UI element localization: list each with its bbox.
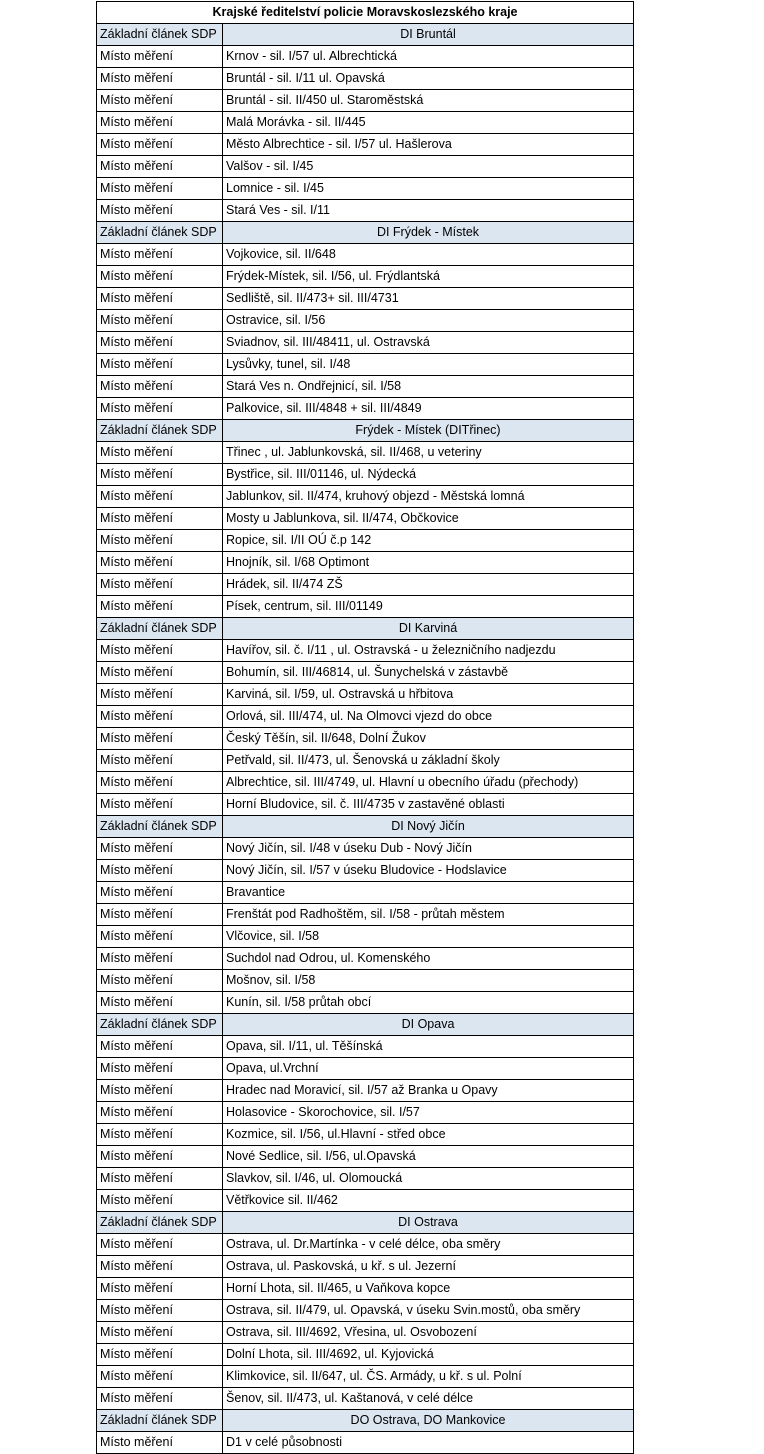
location-cell: Nový Jičín, sil. I/48 v úseku Dub - Nový Jičín: [223, 838, 634, 860]
location-cell: Ostravice, sil. I/56: [223, 310, 634, 332]
row-label: Místo měření: [97, 640, 223, 662]
table-row: [97, 200, 634, 222]
location-cell: Sedliště, sil. II/473+ sil. III/4731: [223, 288, 634, 310]
section-name: Frýdek - Místek (DITřinec): [223, 420, 634, 442]
table-row: [97, 948, 634, 970]
location-cell: Bruntál - sil. I/11 ul. Opavská: [223, 68, 634, 90]
table-row: [97, 1322, 634, 1344]
row-label: Místo měření: [97, 90, 223, 112]
location-cell: Karviná, sil. I/59, ul. Ostravská u hřbitova: [223, 684, 634, 706]
table-body: [97, 2, 634, 1454]
table-row: [97, 794, 634, 816]
row-label: Místo měření: [97, 178, 223, 200]
section-header-label: Základní článek SDP: [97, 24, 223, 46]
row-label: Místo měření: [97, 882, 223, 904]
location-cell: Opava, ul.Vrchní: [223, 1058, 634, 1080]
table-row: [97, 552, 634, 574]
location-cell: Sviadnov, sil. III/48411, ul. Ostravská: [223, 332, 634, 354]
location-cell: Jablunkov, sil. II/474, kruhový objezd - Městská lomná: [223, 486, 634, 508]
location-cell: Ostrava, sil. III/4692, Vřesina, ul. Osvobození: [223, 1322, 634, 1344]
row-label: Místo měření: [97, 1300, 223, 1322]
row-label: Místo měření: [97, 310, 223, 332]
location-cell: Vojkovice, sil. II/648: [223, 244, 634, 266]
row-label: Místo měření: [97, 860, 223, 882]
section-header-row: [97, 1410, 634, 1432]
row-label: Místo měření: [97, 508, 223, 530]
table-row: [97, 244, 634, 266]
table-row: [97, 288, 634, 310]
table-row: [97, 442, 634, 464]
table-row: [97, 486, 634, 508]
row-label: Místo měření: [97, 662, 223, 684]
location-cell: Slavkov, sil. I/46, ul. Olomoucká: [223, 1168, 634, 1190]
row-label: Místo měření: [97, 838, 223, 860]
location-cell: Hnojník, sil. I/68 Optimont: [223, 552, 634, 574]
row-label: Místo měření: [97, 486, 223, 508]
table-row: [97, 156, 634, 178]
table-row: [97, 464, 634, 486]
table-row: [97, 310, 634, 332]
row-label: Místo měření: [97, 904, 223, 926]
table-row: [97, 1146, 634, 1168]
location-cell: Ostrava, ul. Paskovská, u kř. s ul. Jezerní: [223, 1256, 634, 1278]
table-row: [97, 1036, 634, 1058]
section-header-label: Základní článek SDP: [97, 1014, 223, 1036]
location-cell: Horní Lhota, sil. II/465, u Vaňkova kopce: [223, 1278, 634, 1300]
table-row: [97, 662, 634, 684]
table-row: [97, 838, 634, 860]
location-cell: Hrádek, sil. II/474 ZŠ: [223, 574, 634, 596]
section-header-row: [97, 816, 634, 838]
row-label: Místo měření: [97, 596, 223, 618]
row-label: Místo měření: [97, 574, 223, 596]
location-cell: Nové Sedlice, sil. I/56, ul.Opavská: [223, 1146, 634, 1168]
location-cell: Vlčovice, sil. I/58: [223, 926, 634, 948]
row-label: Místo měření: [97, 1102, 223, 1124]
row-label: Místo měření: [97, 970, 223, 992]
section-header-label: Základní článek SDP: [97, 618, 223, 640]
table-row: [97, 970, 634, 992]
table-row: [97, 1300, 634, 1322]
row-label: Místo měření: [97, 1344, 223, 1366]
table-row: [97, 332, 634, 354]
location-cell: Hradec nad Moravicí, sil. I/57 až Branka u Opavy: [223, 1080, 634, 1102]
row-label: Místo měření: [97, 398, 223, 420]
table-row: [97, 706, 634, 728]
section-name: DI Karviná: [223, 618, 634, 640]
table-row: [97, 68, 634, 90]
location-cell: Malá Morávka - sil. II/445: [223, 112, 634, 134]
location-cell: Ostrava, sil. II/479, ul. Opavská, v úseku Svin.mostů, oba směry: [223, 1300, 634, 1322]
location-cell: Stará Ves n. Ondřejnicí, sil. I/58: [223, 376, 634, 398]
table-row: [97, 772, 634, 794]
section-header-row: [97, 420, 634, 442]
location-cell: Havířov, sil. č. I/11 , ul. Ostravská - u železničního nadjezdu: [223, 640, 634, 662]
table-row: [97, 1080, 634, 1102]
table-row: [97, 1058, 634, 1080]
title-row: [97, 2, 634, 24]
section-name: DI Opava: [223, 1014, 634, 1036]
table-row: [97, 1344, 634, 1366]
location-cell: Nový Jičín, sil. I/57 v úseku Bludovice - Hodslavice: [223, 860, 634, 882]
section-header-row: [97, 24, 634, 46]
section-name: DO Ostrava, DO Mankovice: [223, 1410, 634, 1432]
row-label: Místo měření: [97, 464, 223, 486]
location-cell: Větřkovice sil. II/462: [223, 1190, 634, 1212]
location-cell: Mosty u Jablunkova, sil. II/474, Občkovice: [223, 508, 634, 530]
table-row: [97, 1278, 634, 1300]
section-header-row: [97, 618, 634, 640]
section-header-row: [97, 222, 634, 244]
table-row: [97, 926, 634, 948]
row-label: Místo měření: [97, 1146, 223, 1168]
location-cell: Suchdol nad Odrou, ul. Komenského: [223, 948, 634, 970]
location-cell: Bravantice: [223, 882, 634, 904]
location-cell: Horní Bludovice, sil. č. III/4735 v zastavěné oblasti: [223, 794, 634, 816]
row-label: Místo měření: [97, 992, 223, 1014]
table-row: [97, 266, 634, 288]
row-label: Místo měření: [97, 728, 223, 750]
location-cell: Holasovice - Skorochovice, sil. I/57: [223, 1102, 634, 1124]
location-cell: Klimkovice, sil. II/647, ul. ČS. Armády, u kř. s ul. Polní: [223, 1366, 634, 1388]
table-row: [97, 178, 634, 200]
location-cell: Ostrava, ul. Dr.Martínka - v celé délce, oba směry: [223, 1234, 634, 1256]
table-row: [97, 46, 634, 68]
row-label: Místo měření: [97, 266, 223, 288]
row-label: Místo měření: [97, 1080, 223, 1102]
location-cell: Písek, centrum, sil. III/01149: [223, 596, 634, 618]
location-cell: Šenov, sil. II/473, ul. Kaštanová, v celé délce: [223, 1388, 634, 1410]
location-cell: Orlová, sil. III/474, ul. Na Olmovci vjezd do obce: [223, 706, 634, 728]
table-row: [97, 904, 634, 926]
row-label: Místo měření: [97, 794, 223, 816]
location-cell: Třinec , ul. Jablunkovská, sil. II/468, u veteriny: [223, 442, 634, 464]
row-label: Místo měření: [97, 1234, 223, 1256]
location-cell: Dolní Lhota, sil. III/4692, ul. Kyjovická: [223, 1344, 634, 1366]
row-label: Místo měření: [97, 46, 223, 68]
row-label: Místo měření: [97, 200, 223, 222]
table-row: [97, 1168, 634, 1190]
section-header-label: Základní článek SDP: [97, 222, 223, 244]
table-row: [97, 992, 634, 1014]
table-row: [97, 1388, 634, 1410]
section-header-label: Základní článek SDP: [97, 816, 223, 838]
row-label: Místo měření: [97, 1190, 223, 1212]
table-title: Krajské ředitelství policie Moravskoslezského kraje: [97, 2, 634, 24]
row-label: Místo měření: [97, 750, 223, 772]
row-label: Místo měření: [97, 332, 223, 354]
table-row: [97, 1432, 634, 1454]
speed-measurement-table: [96, 1, 634, 1454]
location-cell: Český Těšín, sil. II/648, Dolní Žukov: [223, 728, 634, 750]
row-label: Místo měření: [97, 244, 223, 266]
table-row: [97, 1102, 634, 1124]
location-cell: Frýdek-Místek, sil. I/56, ul. Frýdlantská: [223, 266, 634, 288]
row-label: Místo měření: [97, 442, 223, 464]
table-row: [97, 1190, 634, 1212]
row-label: Místo měření: [97, 706, 223, 728]
row-label: Místo měření: [97, 1322, 223, 1344]
table-row: [97, 376, 634, 398]
location-cell: Krnov - sil. I/57 ul. Albrechtická: [223, 46, 634, 68]
row-label: Místo měření: [97, 926, 223, 948]
table-row: [97, 728, 634, 750]
section-header-label: Základní článek SDP: [97, 1212, 223, 1234]
row-label: Místo měření: [97, 288, 223, 310]
location-cell: Kunín, sil. I/58 průtah obcí: [223, 992, 634, 1014]
table-row: [97, 596, 634, 618]
row-label: Místo měření: [97, 772, 223, 794]
row-label: Místo měření: [97, 1388, 223, 1410]
row-label: Místo měření: [97, 68, 223, 90]
row-label: Místo měření: [97, 1366, 223, 1388]
location-cell: Valšov - sil. I/45: [223, 156, 634, 178]
location-cell: Albrechtice, sil. III/4749, ul. Hlavní u obecního úřadu (přechody): [223, 772, 634, 794]
table-row: [97, 1256, 634, 1278]
table-row: [97, 860, 634, 882]
location-cell: Ropice, sil. I/II OÚ č.p 142: [223, 530, 634, 552]
section-name: DI Nový Jičín: [223, 816, 634, 838]
row-label: Místo měření: [97, 552, 223, 574]
location-cell: Lysůvky, tunel, sil. I/48: [223, 354, 634, 376]
row-label: Místo měření: [97, 1278, 223, 1300]
row-label: Místo měření: [97, 530, 223, 552]
location-cell: Bystřice, sil. III/01146, ul. Nýdecká: [223, 464, 634, 486]
table-row: [97, 750, 634, 772]
location-cell: Frenštát pod Radhoštěm, sil. I/58 - průtah městem: [223, 904, 634, 926]
row-label: Místo měření: [97, 684, 223, 706]
section-header-row: [97, 1212, 634, 1234]
table-row: [97, 530, 634, 552]
location-cell: Lomnice - sil. I/45: [223, 178, 634, 200]
row-label: Místo měření: [97, 1124, 223, 1146]
table-row: [97, 90, 634, 112]
section-name: DI Frýdek - Místek: [223, 222, 634, 244]
location-cell: Petřvald, sil. II/473, ul. Šenovská u základní školy: [223, 750, 634, 772]
table-row: [97, 112, 634, 134]
location-cell: Bruntál - sil. II/450 ul. Staroměstská: [223, 90, 634, 112]
table-row: [97, 1124, 634, 1146]
row-label: Místo měření: [97, 1256, 223, 1278]
table-row: [97, 1234, 634, 1256]
table-row: [97, 508, 634, 530]
row-label: Místo měření: [97, 376, 223, 398]
row-label: Místo měření: [97, 948, 223, 970]
row-label: Místo měření: [97, 156, 223, 178]
section-header-row: [97, 1014, 634, 1036]
row-label: Místo měření: [97, 1036, 223, 1058]
table-row: [97, 134, 634, 156]
row-label: Místo měření: [97, 1432, 223, 1454]
row-label: Místo měření: [97, 354, 223, 376]
row-label: Místo měření: [97, 112, 223, 134]
table-row: [97, 684, 634, 706]
section-name: DI Ostrava: [223, 1212, 634, 1234]
row-label: Místo měření: [97, 1058, 223, 1080]
table-row: [97, 398, 634, 420]
section-header-label: Základní článek SDP: [97, 420, 223, 442]
table-row: [97, 1366, 634, 1388]
location-cell: Bohumín, sil. III/46814, ul. Šunychelská v zástavbě: [223, 662, 634, 684]
location-cell: Mošnov, sil. I/58: [223, 970, 634, 992]
table-row: [97, 574, 634, 596]
section-header-label: Základní článek SDP: [97, 1410, 223, 1432]
location-cell: D1 v celé působnosti: [223, 1432, 634, 1454]
location-cell: Opava, sil. I/11, ul. Těšínská: [223, 1036, 634, 1058]
row-label: Místo měření: [97, 1168, 223, 1190]
location-cell: Kozmice, sil. I/56, ul.Hlavní - střed obce: [223, 1124, 634, 1146]
table-row: [97, 882, 634, 904]
location-cell: Město Albrechtice - sil. I/57 ul. Hašlerova: [223, 134, 634, 156]
row-label: Místo měření: [97, 134, 223, 156]
location-cell: Stará Ves - sil. I/11: [223, 200, 634, 222]
section-name: DI Bruntál: [223, 24, 634, 46]
location-cell: Palkovice, sil. III/4848 + sil. III/4849: [223, 398, 634, 420]
table-row: [97, 354, 634, 376]
table-row: [97, 640, 634, 662]
